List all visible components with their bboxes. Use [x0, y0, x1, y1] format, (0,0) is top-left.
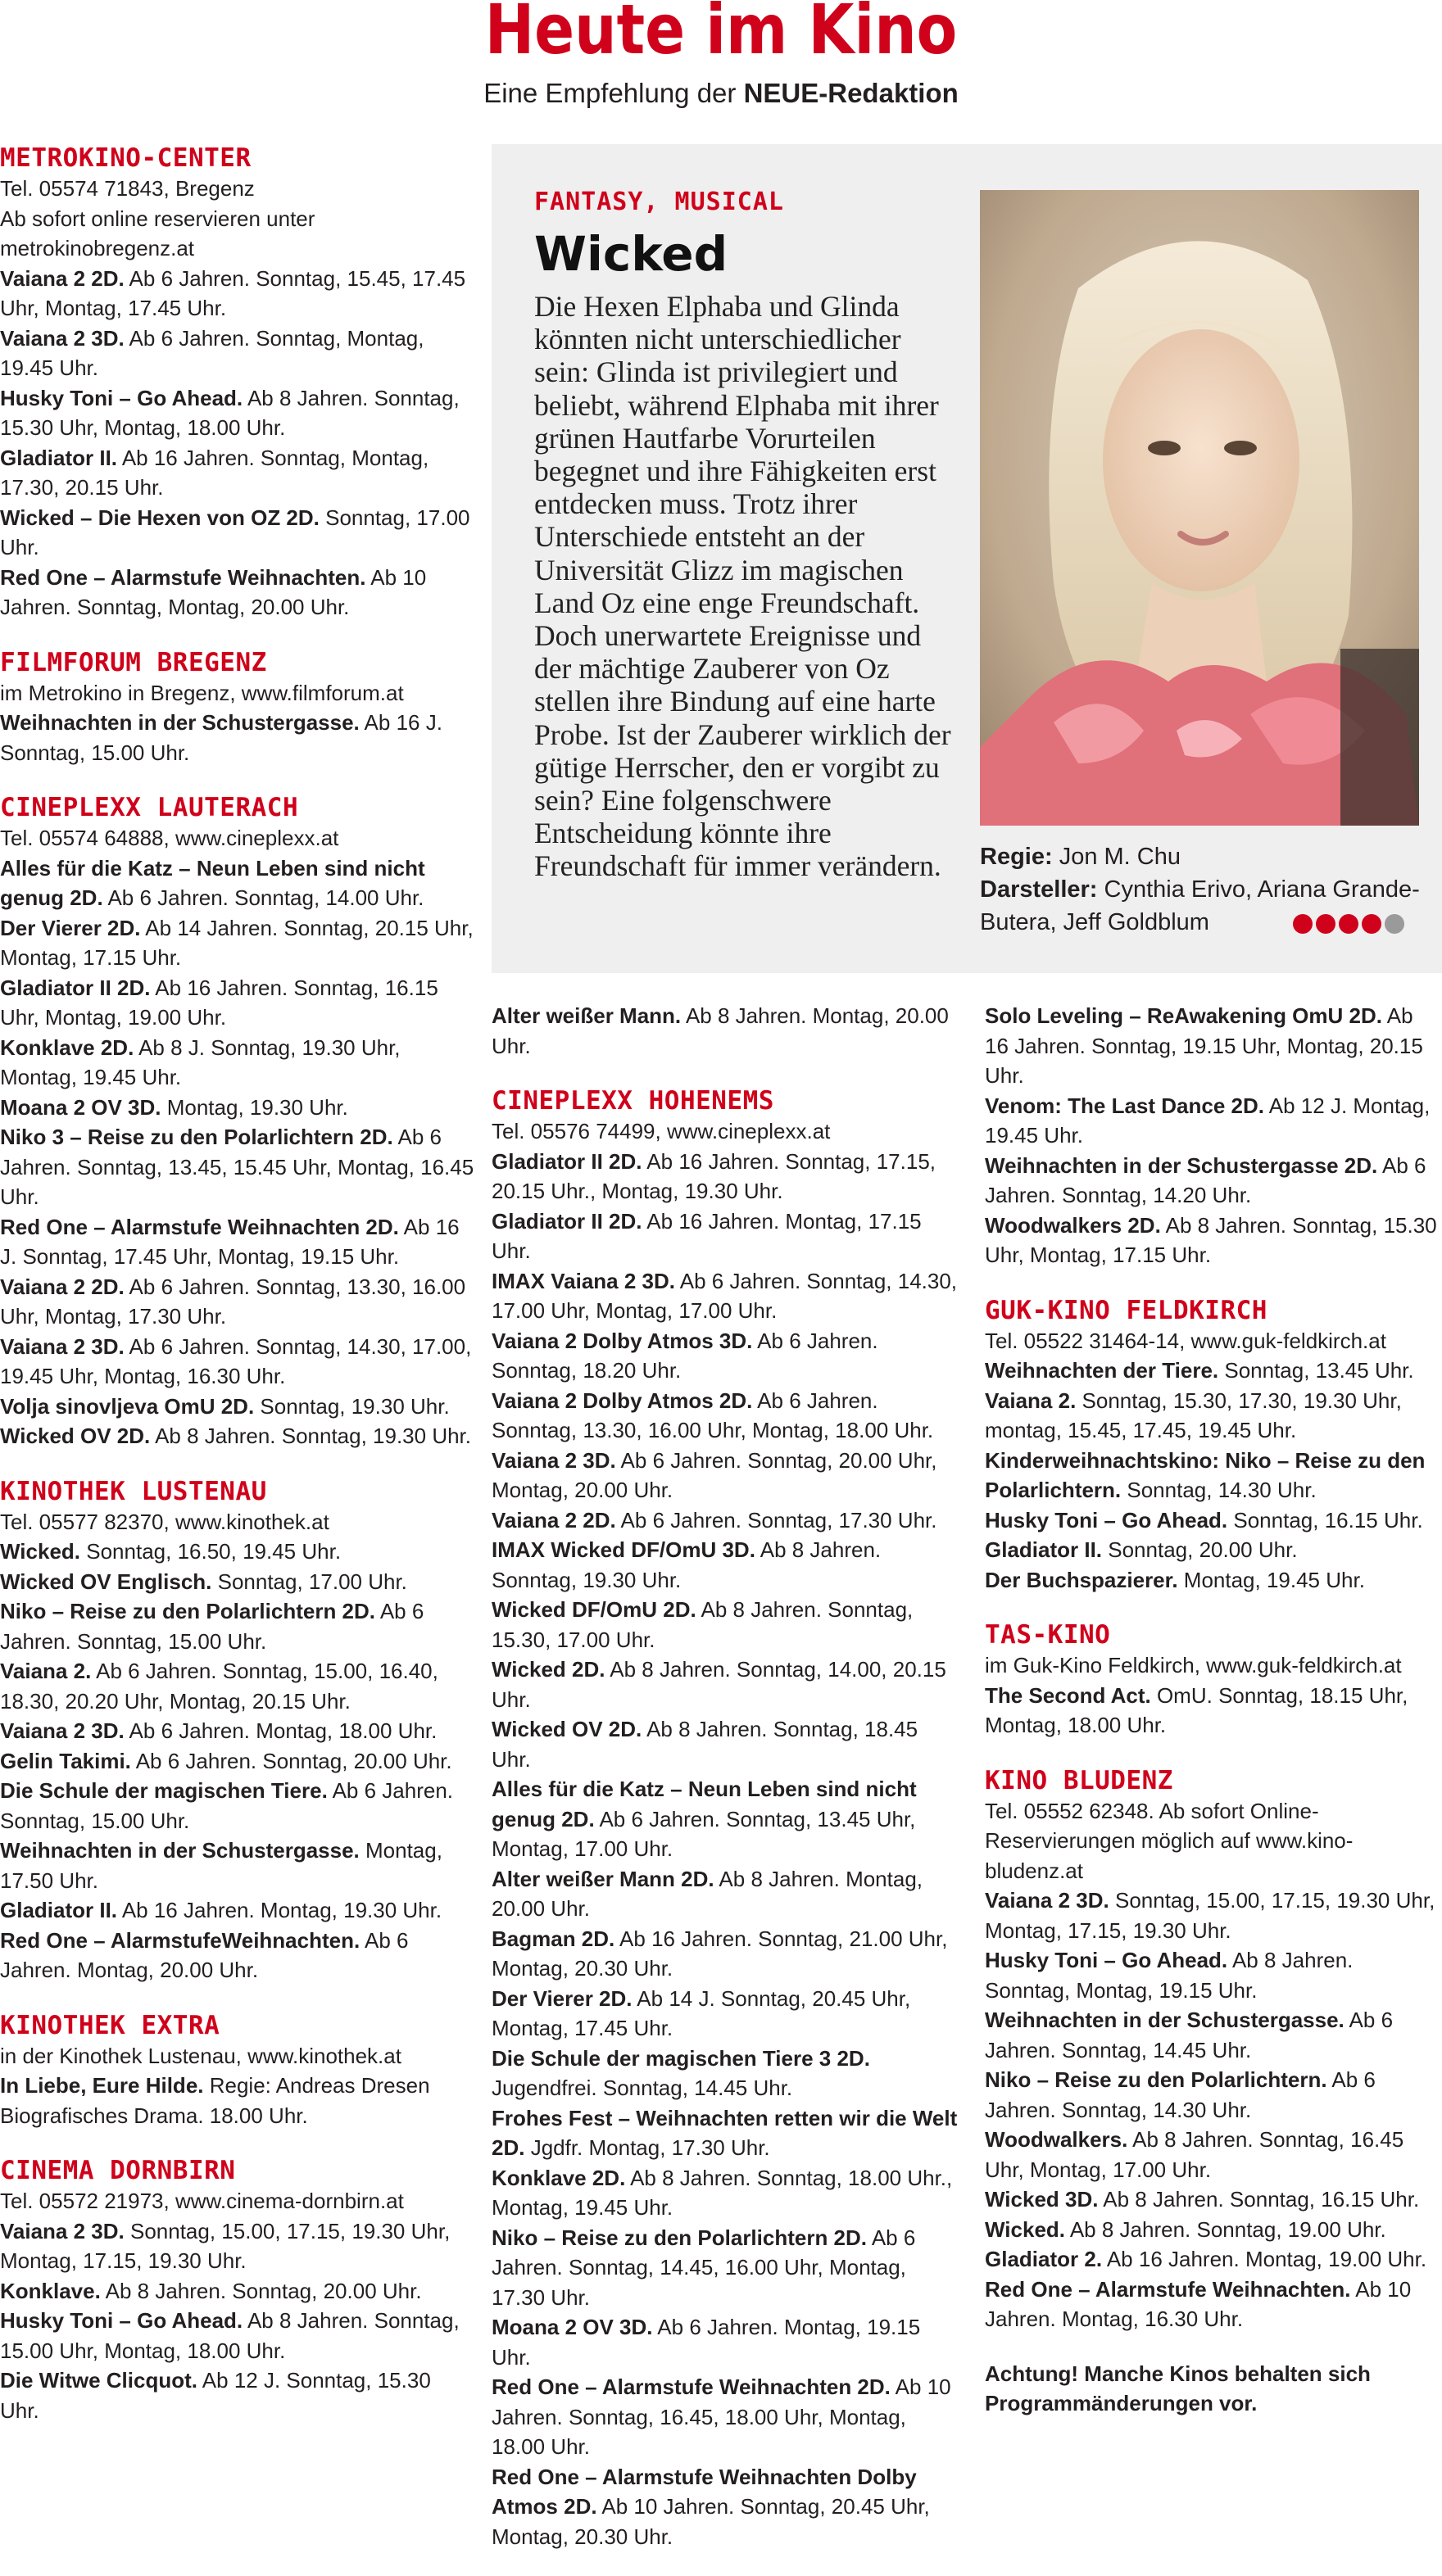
film-title: Wicked 2D.: [492, 1657, 605, 1682]
cinema-name: METROKINO-CENTER: [0, 143, 252, 173]
showtime-entry: [0, 563, 475, 622]
film-title: IMAX Vaiana 2 3D.: [492, 1268, 675, 1293]
film-title: Gelin Takimi.: [0, 1748, 131, 1773]
film-details: Sonntag, 19.30 Uhr.: [254, 1393, 450, 1419]
film-details: Montag, 19.30 Uhr.: [161, 1094, 348, 1120]
film-title: Woodwalkers.: [985, 2127, 1128, 2152]
showtime-entry: [492, 1924, 959, 1984]
page-subtitle: [0, 75, 1442, 111]
showtime-entry: [0, 708, 475, 767]
film-title: Solo Leveling – ReAwakening OmU 2D.: [985, 1003, 1382, 1028]
showtime-entry: [492, 2372, 959, 2462]
showtime-entry: [492, 1505, 959, 1536]
film-title: Der Buchspazierer.: [985, 1567, 1178, 1592]
showtime-entry: [985, 1356, 1440, 1386]
film-title: Gladiator II.: [0, 1898, 118, 1922]
rating-dot-filled: [1316, 914, 1335, 934]
showtime-entry: [0, 2306, 475, 2365]
film-details: Ab 6 Jahren. Sonntag, 13.45 Uhr, Montag, 17.00 Uhr.: [492, 1806, 916, 1861]
film-title: Vaiana 2 2D.: [0, 1274, 125, 1299]
showtime-entry: [985, 1505, 1440, 1536]
film-title: Vaiana 2 3D.: [985, 1888, 1109, 1913]
middle-column: [492, 1001, 959, 2576]
cinema-name: CINEPLEXX HOHENEMS: [492, 1086, 774, 1116]
film-details: Ab 6 Jahren. Montag, 18.00 Uhr.: [124, 1718, 438, 1743]
film-details: Jugendfrei. Sonntag, 14.45 Uhr.: [492, 2076, 793, 2100]
cinema-contact: im Guk-Kino Feldkirch, www.guk-feldkirch.at: [985, 1653, 1402, 1677]
cinema-name: CINEPLEXX LAUTERACH: [0, 793, 299, 822]
film-details: Sonntag, 15.30, 17.30, 19.30 Uhr, montag, 15.45, 17.45, 19.45 Uhr.: [985, 1388, 1402, 1442]
showtime-entry: [0, 913, 475, 973]
film-title: Die Schule der magischen Tiere.: [0, 1778, 328, 1803]
cinema-contact: Tel. 05552 62348. Ab sofort Online-Reservierungen möglich auf www.kino-bludenz.at: [985, 1798, 1354, 1883]
showtime-entry: [0, 324, 475, 383]
showtime-entry: [985, 2005, 1440, 2065]
showtime-entry: [492, 2103, 959, 2163]
rating-dot-filled: [1293, 914, 1313, 934]
rating-dot-empty: [1385, 914, 1404, 934]
showtime-entry: [985, 2125, 1440, 2184]
film-title: Weihnachten der Tiere.: [985, 1358, 1219, 1383]
showtime-entry: [0, 1746, 475, 1777]
film-details: Ab 6 Jahren. Sonntag, 13.30, 16.00 Uhr, Montag, 17.30 Uhr.: [0, 1274, 466, 1329]
film-details: Ab 6 Jahren. Sonntag, 13.30, 16.00 Uhr, Montag, 18.00 Uhr.: [492, 1388, 934, 1442]
film-title: Moana 2 OV 3D.: [0, 1094, 161, 1120]
film-title: Niko – Reise zu den Polarlichtern.: [985, 2067, 1327, 2092]
showtime-entry: [985, 2184, 1440, 2215]
program-change-notice: Achtung! Manche Kinos behalten sich Programmänderungen vor.: [985, 2361, 1371, 2415]
showtime-entry: [985, 2065, 1440, 2125]
film-title: Vaiana 2 2D.: [0, 265, 125, 291]
showtime-entry: [0, 1716, 475, 1746]
cinema-contact: Tel. 05577 82370, www.kinothek.at: [0, 1509, 329, 1534]
showtime-entry: [492, 1147, 959, 1207]
film-details: Ab 16 Jahren. Sonntag, 16.15 Uhr, Montag, 19.00 Uhr.: [0, 975, 438, 1030]
film-title: Wicked DF/OmU 2D.: [492, 1597, 696, 1622]
film-details: Ab 6 Jahren. Sonntag, 14.30, 17.00 Uhr, Montag, 17.00 Uhr.: [492, 1268, 958, 1323]
film-details: Ab sofort online reservieren unter metrokinobregenz.at: [0, 206, 315, 260]
showtime-entry: [985, 1535, 1440, 1565]
film-title: Red One – Alarmstufe Weihnachten 2D.: [492, 2375, 891, 2399]
film-title: Red One – Alarmstufe Weihnachten.: [0, 564, 366, 590]
film-title: Wicked – Die Hexen von OZ 2D.: [0, 505, 320, 530]
film-details: Ab 8 Jahren. Sonntag, 15.30 Uhr, Montag, 17.15 Uhr.: [985, 1212, 1437, 1267]
right-column: [985, 1001, 1440, 2419]
film-title: Woodwalkers 2D.: [985, 1212, 1161, 1238]
cast-names: Cynthia Erivo, Ariana Grande-Butera, Jeff Goldblum: [980, 876, 1420, 935]
showtime-entry: [985, 1091, 1440, 1151]
showtime-entry: [0, 2365, 475, 2425]
film-title: Gladiator II.: [985, 1537, 1103, 1562]
film-details: Ab 8 Jahren. Sonntag, 16.45 Uhr, Montag, 17.00 Uhr.: [985, 2127, 1404, 2182]
film-title: Gladiator II 2D.: [492, 1208, 642, 1234]
film-details: Ab 6 Jahren. Sonntag, Montag, 19.45 Uhr.: [0, 325, 424, 380]
film-details: Ab 6 Jahren. Sonntag, 20.00 Uhr.: [130, 1748, 452, 1773]
showtime-entry: [0, 264, 475, 324]
film-title: Konklave 2D.: [0, 1034, 134, 1060]
showtime-entry: [0, 1567, 475, 1597]
film-title: Wicked OV 2D.: [492, 1717, 642, 1741]
showtime-entry: [0, 1332, 475, 1392]
cinema-name: KINOTHEK LUSTENAU: [0, 1476, 267, 1506]
showtime-entry: [0, 1033, 475, 1093]
film-title: Gladiator II.: [0, 445, 118, 470]
cinema-contact: in der Kinothek Lustenau, www.kinothek.at: [0, 2043, 401, 2068]
showtime-entry: [0, 1421, 475, 1451]
cinema-kino-bludenz: [985, 1765, 1440, 2334]
film-title: The Second Act.: [985, 1682, 1151, 1708]
showtime-entry: [985, 1565, 1440, 1596]
film-details: Ab 6 Jahren. Sonntag, 15.00 Uhr.: [0, 1778, 454, 1833]
cinema-contact: Tel. 05522 31464-14, www.guk-feldkirch.at: [985, 1328, 1386, 1353]
film-details: Ab 8 J. Sonntag, 19.30 Uhr, Montag, 19.45 Uhr.: [0, 1034, 401, 1089]
showtime-entry: [0, 1272, 475, 1332]
showtime-entry: [492, 2223, 959, 2313]
film-title: Die Schule der magischen Tiere 3 2D.: [492, 2045, 870, 2071]
film-title: Niko 3 – Reise zu den Polarlichtern 2D.: [0, 1125, 393, 1149]
feature-genre: FANTASY, MUSICAL: [534, 188, 784, 216]
film-title: Volja sinovljeva OmU 2D.: [0, 1393, 255, 1419]
showtime-entry: [0, 1776, 475, 1836]
film-details: Ab 16 Jahren. Montag, 19.30 Uhr.: [117, 1898, 442, 1922]
film-details: Sonntag, 20.00 Uhr.: [1102, 1537, 1298, 1562]
subtitle-prefix: Eine Empfehlung der: [483, 78, 744, 108]
showtime-entry: [492, 1446, 959, 1505]
cinema-name: TAS-KINO: [985, 1620, 1111, 1650]
showtime-entry: [985, 2215, 1440, 2245]
film-details: Ab 8 Jahren. Sonntag, 18.00 Uhr., Montag, 19.45 Uhr.: [492, 2165, 953, 2220]
showtime-entry: [0, 2216, 475, 2276]
film-title: Vaiana 2 Dolby Atmos 2D.: [492, 1388, 753, 1413]
film-title: Gladiator 2.: [985, 2247, 1103, 2271]
cinema-kinothek-extra: [0, 2010, 475, 2131]
film-details: Ab 10 Jahren. Sonntag, Montag, 20.00 Uhr.: [0, 564, 427, 619]
film-details: Ab 6 Jahren. Sonntag, 14.30, 17.00, 19.45 Uhr, Montag, 16.30 Uhr.: [0, 1333, 472, 1388]
film-title: Konklave.: [0, 2278, 101, 2303]
showtime-entry: [492, 1714, 959, 1774]
film-details: Ab 12 J. Montag, 19.45 Uhr.: [985, 1093, 1431, 1148]
showtime-entry: [492, 2044, 959, 2103]
feature-photo: [980, 190, 1419, 826]
showtime-entry: [492, 1326, 959, 1386]
film-title: Frohes Fest – Weihnachten retten wir die Welt 2D.: [492, 2105, 958, 2160]
cinema-contact: Tel. 05574 64888, www.cineplexx.at: [0, 826, 339, 850]
showtime-entry: [492, 1386, 959, 1446]
film-title: Wicked OV 2D.: [0, 1424, 151, 1448]
showtime-entry: [0, 1537, 475, 1567]
film-details: Ab 16 Jahren. Montag, 19.00 Uhr.: [1102, 2247, 1427, 2271]
showtime-entry: [985, 1211, 1440, 1270]
film-details: Ab 16 J. Sonntag, 17.45 Uhr, Montag, 19.15 Uhr.: [0, 1214, 460, 1269]
cinema-contact: Tel. 05574 71843, Bregenz: [0, 176, 255, 201]
feature-title: Wicked: [534, 226, 728, 282]
showtime-entry: [492, 1535, 959, 1595]
film-details: Sonntag, 15.00, 17.15, 19.30 Uhr, Montag, 17.15, 19.30 Uhr.: [0, 2218, 451, 2273]
showtime-entry: [0, 1122, 475, 1212]
film-title: Husky Toni – Go Ahead.: [985, 1948, 1228, 1972]
director-line: [980, 840, 1422, 873]
film-details: Ab 6 Jahren. Sonntag, 20.00 Uhr, Montag, 20.00 Uhr.: [492, 1447, 937, 1502]
film-details: Ab 8 Jahren. Sonntag, 19.30 Uhr.: [150, 1424, 472, 1448]
showtime-entry: [0, 973, 475, 1033]
film-title: Vaiana 2 3D.: [0, 325, 125, 351]
showtime-entry: [0, 1836, 475, 1895]
film-details: Ab 16 Jahren. Montag, 17.15 Uhr.: [492, 1208, 922, 1263]
film-title: Vaiana 2 Dolby Atmos 3D.: [492, 1328, 753, 1353]
showtime-entry: [0, 1093, 475, 1123]
showtime-entry: [0, 1895, 475, 1926]
film-details: Ab 16 J. Sonntag, 15.00 Uhr.: [0, 710, 442, 765]
showtime-entry: [985, 1886, 1440, 1945]
film-details: Ab 16 Jahren. Sonntag, 21.00 Uhr, Montag, 20.30 Uhr.: [492, 1926, 948, 1981]
cinema-cineplexx-hohenems: [492, 1085, 959, 2551]
film-details: Ab 10 Jahren. Sonntag, 16.45, 18.00 Uhr, Montag, 18.00 Uhr.: [492, 2375, 951, 2459]
film-details: Sonntag, 17.00 Uhr.: [0, 505, 470, 559]
film-details: Ab 6 Jahren. Sonntag, 14.30 Uhr.: [985, 2067, 1376, 2122]
film-title: Bagman 2D.: [492, 1926, 615, 1951]
film-title: Vaiana 2 3D.: [0, 2218, 125, 2243]
film-details: Ab 6 Jahren. Sonntag, 14.45, 16.00 Uhr, Montag, 17.30 Uhr.: [492, 2225, 916, 2310]
showtime-entry: [0, 1392, 475, 1422]
film-details: Ab 6 Jahren. Sonntag, 14.00 Uhr.: [102, 885, 424, 910]
showtime-entry: [0, 1596, 475, 1656]
film-details: Sonntag, 14.30 Uhr.: [1121, 1478, 1317, 1502]
showtime-entry: [985, 2275, 1440, 2334]
film-details: Sonntag, 16.50, 19.45 Uhr.: [80, 1539, 342, 1564]
film-details: Ab 14 J. Sonntag, 20.45 Uhr, Montag, 17.45 Uhr.: [492, 1985, 911, 2040]
film-details: Regie: Andreas Dresen Biografisches Drama. 18.00 Uhr.: [0, 2073, 430, 2128]
film-details: Ab 6 Jahren. Sonntag, 15.00 Uhr.: [0, 1599, 424, 1654]
showtime-entry: [985, 1446, 1440, 1505]
featured-film-box: [492, 144, 1442, 973]
film-details: Ab 8 Jahren. Montag, 20.00 Uhr.: [492, 1003, 949, 1058]
showtime-entry: [492, 2312, 959, 2372]
showtime-entry: [0, 2071, 475, 2130]
film-title: Der Vierer 2D.: [0, 915, 141, 940]
showtime-entry: [492, 1864, 959, 1924]
cinema-contact: Tel. 05576 74499, www.cineplexx.at: [492, 1119, 831, 1143]
cinema-cineplexx-lauterach: [0, 792, 475, 1451]
showtime-entry: [492, 1001, 959, 1061]
film-title: Alles für die Katz – Neun Leben sind nicht genug 2D.: [492, 1777, 917, 1831]
film-details: Jgdfr. Montag, 17.30 Uhr.: [524, 2135, 770, 2160]
film-title: Wicked 3D.: [985, 2187, 1099, 2212]
cinema-cinema-dornbirn: [0, 2155, 475, 2425]
film-details: Ab 16 Jahren. Sonntag, 19.15 Uhr, Montag, 20.15 Uhr.: [985, 1003, 1423, 1088]
film-title: Vaiana 2 2D.: [492, 1507, 616, 1532]
cinema-name: FILMFORUM BREGENZ: [0, 647, 267, 677]
showtime-entry: [985, 1681, 1440, 1741]
film-title: Red One – Alarmstufe Weihnachten 2D.: [0, 1214, 399, 1239]
film-details: Montag, 17.50 Uhr.: [0, 1838, 442, 1893]
film-details: Ab 6 Jahren. Sonntag, 13.45, 15.45 Uhr, Montag, 16.45 Uhr.: [0, 1125, 474, 1209]
page-title: Heute im Kino: [484, 0, 958, 70]
cinema-contact: Tel. 05572 21973, www.cinema-dornbirn.at: [0, 2189, 404, 2213]
film-details: Ab 6 Jahren. Sonntag, 14.45 Uhr.: [985, 2008, 1394, 2062]
cinema-name: KINOTHEK EXTRA: [0, 2010, 220, 2040]
showtime-entry: [492, 1984, 959, 2044]
cinema-guk-kino-feldkirch: [985, 1295, 1440, 1596]
film-details: Ab 12 J. Sonntag, 15.30 Uhr.: [0, 2368, 431, 2423]
film-details: Ab 8 Jahren. Sonntag, 16.15 Uhr.: [1098, 2187, 1420, 2212]
showtime-entry: [0, 1212, 475, 1272]
showtime-entry: [0, 1926, 475, 1985]
film-details: Montag, 19.45 Uhr.: [1177, 1567, 1365, 1592]
film-details: Sonntag, 15.00, 17.15, 19.30 Uhr, Montag, 17.15, 19.30 Uhr.: [985, 1888, 1435, 1943]
cinema-contact: im Metrokino in Bregenz, www.filmforum.at: [0, 680, 404, 705]
showtime-entry: [985, 1001, 1440, 1091]
film-title: Vaiana 2 3D.: [0, 1333, 125, 1359]
film-details: Ab 10 Jahren. Sonntag, 20.45 Uhr, Montag, 20.30 Uhr.: [492, 2494, 930, 2549]
film-title: Red One – AlarmstufeWeihnachten.: [0, 1927, 360, 1953]
film-title: Niko – Reise zu den Polarlichtern 2D.: [0, 1599, 376, 1623]
feature-synopsis: Die Hexen Elphaba und Glinda könnten nicht unterschiedlicher sein: Glinda ist privilegiert und beliebt, während Elphaba mit ihrer grünen Hautfarbe Vorurteilen begegnet und ihre Fähigkeiten erst entdecken muss. Trotz ihrer Unterschiede entsteht an der Universität Glizz im magischen Land Oz eine enge Freundschaft. Doch unerwartete Ereignisse und der mächtige Zauberer von Oz stellen ihre Bindung auf eine harte Probe. Ist der Zauberer wirklich der gütige Herrscher, den er vorgibt zu sein? Eine folgenschwere Entscheidung könnte ihre Freundschaft für immer verändern.: [534, 290, 951, 883]
film-title: Weihnachten in der Schustergasse.: [0, 1838, 360, 1863]
film-details: Ab 8 Jahren. Sonntag, 19.30 Uhr.: [492, 1537, 882, 1592]
director-label: Regie:: [980, 844, 1053, 870]
film-title: Der Vierer 2D.: [492, 1985, 633, 2011]
cinema-tas-kino: [985, 1619, 1440, 1741]
film-details: Sonntag, 16.15 Uhr.: [1227, 1507, 1423, 1532]
cinema-continuation: [985, 1001, 1440, 1270]
film-title: Husky Toni – Go Ahead.: [985, 1507, 1228, 1532]
showtime-entry: [0, 1656, 475, 1716]
film-title: Vaiana 2.: [985, 1388, 1077, 1413]
cinema-kinothek-lustenau: [0, 1476, 475, 1985]
film-details: Ab 8 Jahren. Sonntag, 15.30 Uhr, Montag, 18.00 Uhr.: [0, 385, 460, 440]
film-details: Ab 14 Jahren. Sonntag, 20.15 Uhr, Montag, 17.15 Uhr.: [0, 915, 474, 970]
showtime-entry: [492, 1655, 959, 1714]
film-title: Alles für die Katz – Neun Leben sind nicht genug 2D.: [0, 855, 425, 910]
film-title: Alter weißer Mann 2D.: [492, 1866, 714, 1891]
film-title: IMAX Wicked DF/OmU 3D.: [492, 1537, 755, 1562]
film-details: Ab 6 Jahren. Sonntag, 15.45, 17.45 Uhr, Montag, 17.45 Uhr.: [0, 265, 466, 320]
film-title: Wicked.: [985, 2216, 1066, 2242]
film-details: Ab 6 Jahren. Montag, 19.15 Uhr.: [492, 2315, 921, 2370]
cast-label: Darsteller:: [980, 876, 1098, 903]
film-title: Husky Toni – Go Ahead.: [0, 385, 243, 410]
film-title: Weihnachten in der Schustergasse.: [985, 2008, 1345, 2032]
film-title: Wicked OV Englisch.: [0, 1569, 212, 1594]
cinema-metrokino-center: [0, 143, 475, 622]
showtime-entry: [0, 383, 475, 443]
film-details: Ab 6 Jahren. Sonntag, 14.20 Uhr.: [985, 1152, 1426, 1207]
film-details: Ab 8 Jahren. Sonntag, Montag, 19.15 Uhr.: [985, 1948, 1354, 2003]
film-title: Husky Toni – Go Ahead.: [0, 2308, 243, 2333]
film-title: Gladiator II 2D.: [0, 975, 151, 1000]
film-details: Sonntag, 13.45 Uhr.: [1218, 1358, 1414, 1383]
showtime-entry: [492, 1207, 959, 1266]
film-title: Vaiana 2 3D.: [492, 1447, 616, 1473]
film-title: Venom: The Last Dance 2D.: [985, 1093, 1264, 1118]
film-title: Vaiana 2.: [0, 1659, 92, 1683]
film-details: Ab 6 Jahren. Sonntag, 17.30 Uhr.: [615, 1507, 937, 1532]
showtime-entry: [492, 1774, 959, 1864]
cinema-name: KINO BLUDENZ: [985, 1765, 1173, 1795]
cinema-name: CINEMA DORNBIRN: [0, 2156, 236, 2185]
film-details: Ab 10 Jahren. Montag, 16.30 Uhr.: [985, 2276, 1412, 2331]
film-title: In Liebe, Eure Hilde.: [0, 2073, 204, 2098]
showtime-entry: [985, 2244, 1440, 2275]
rating-dots: [1293, 914, 1408, 935]
film-title: Kinderweihnachtskino: Niko – Reise zu den Polarlichtern.: [985, 1447, 1426, 1502]
film-details: Ab 8 Jahren. Sonntag, 20.00 Uhr.: [100, 2278, 422, 2303]
showtime-entry: [0, 503, 475, 563]
showtime-entry: [0, 2276, 475, 2307]
rating-dot-filled: [1339, 914, 1358, 934]
cinema-name: GUK-KINO FELDKIRCH: [985, 1295, 1267, 1325]
film-title: Konklave 2D.: [492, 2165, 626, 2190]
film-details: Ab 8 Jahren. Sonntag, 18.45 Uhr.: [492, 1717, 918, 1772]
film-details: Ab 8 Jahren. Sonntag, 19.00 Uhr.: [1065, 2216, 1386, 2242]
film-title: Weihnachten in der Schustergasse 2D.: [985, 1152, 1378, 1178]
film-title: Niko – Reise zu den Polarlichtern 2D.: [492, 2225, 868, 2250]
film-details: OmU. Sonntag, 18.15 Uhr, Montag, 18.00 Uhr.: [985, 1682, 1408, 1737]
film-title: Gladiator II 2D.: [492, 1148, 642, 1174]
film-details: Ab 8 Jahren. Sonntag, 15.00 Uhr, Montag, 18.00 Uhr.: [0, 2308, 460, 2363]
film-title: Weihnachten in der Schustergasse.: [0, 710, 360, 735]
film-details: Ab 16 Jahren. Sonntag, 17.15, 20.15 Uhr., Montag, 19.30 Uhr.: [492, 1148, 936, 1203]
rating-dot-filled: [1362, 914, 1381, 934]
showtime-entry: [985, 1386, 1440, 1446]
showtime-entry: [492, 1595, 959, 1655]
film-title: Die Witwe Clicquot.: [0, 2368, 197, 2393]
film-details: Ab 6 Jahren. Sonntag, 18.20 Uhr.: [492, 1328, 878, 1383]
showtime-entry: [985, 1151, 1440, 1211]
director-name: Jon M. Chu: [1052, 844, 1181, 870]
film-title: Wicked.: [0, 1539, 81, 1564]
showtime-entry: [0, 204, 475, 264]
cinema-filmforum-bregenz: [0, 647, 475, 768]
portrait-image: [980, 190, 1419, 826]
film-title: Red One – Alarmstufe Weihnachten.: [985, 2276, 1351, 2302]
showtime-entry: [492, 1266, 959, 1326]
film-details: Ab 8 Jahren. Sonntag, 14.00, 20.15 Uhr.: [492, 1657, 946, 1712]
film-title: Moana 2 OV 3D.: [492, 2315, 653, 2339]
film-details: Ab 16 Jahren. Sonntag, Montag, 17.30, 20.15 Uhr.: [0, 445, 429, 500]
film-details: Ab 8 Jahren. Sonntag, 15.30, 17.00 Uhr.: [492, 1597, 914, 1652]
showtime-entry: [0, 443, 475, 503]
film-details: Sonntag, 17.00 Uhr.: [211, 1569, 407, 1594]
film-title: Vaiana 2 3D.: [0, 1718, 125, 1743]
film-title: Red One – Alarmstufe Weihnachten Dolby Atmos 2D.: [492, 2464, 917, 2519]
film-details: Ab 6 Jahren. Sonntag, 15.00, 16.40, 18.30, 20.20 Uhr, Montag, 20.15 Uhr.: [0, 1659, 438, 1714]
film-details: Ab 6 Jahren. Montag, 20.00 Uhr.: [0, 1927, 409, 1982]
subtitle-bold: NEUE-Redaktion: [743, 78, 959, 108]
showtime-entry: [492, 2163, 959, 2223]
showtime-entry: [985, 1945, 1440, 2005]
film-title: Alter weißer Mann.: [492, 1003, 682, 1028]
cinema-continuation: [492, 1001, 959, 1061]
left-column: [0, 143, 475, 2450]
showtime-entry: [492, 2462, 959, 2552]
film-details: Ab 8 Jahren. Montag, 20.00 Uhr.: [492, 1866, 923, 1921]
showtime-entry: [0, 853, 475, 913]
